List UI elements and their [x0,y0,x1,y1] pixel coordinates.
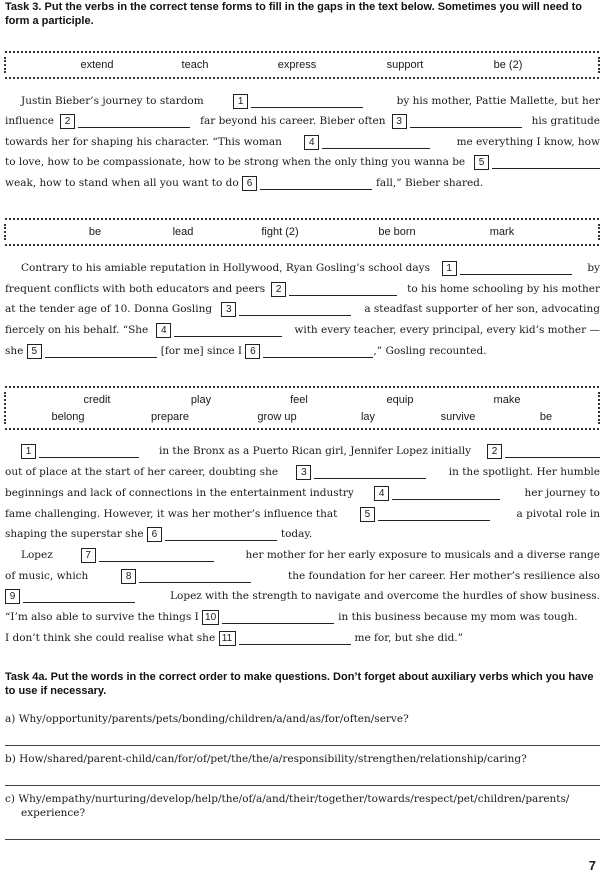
gap-blank[interactable] [39,445,139,458]
text-line: “I’m also able to survive the things I 10 in this business because my mom was tough. [5,611,578,623]
text-line: frequent conflicts with both educators and peers 2 to his home schooling by his mother [5,283,600,295]
word-box-item: prepare [151,411,189,423]
text-line: Lopez 7 her mother for her early exposure to musicals and a diverse range [21,549,600,561]
word-box-item: express [277,59,317,71]
word-box-item: play [190,394,212,406]
gap-number: 5 [360,507,375,522]
word-box-item: make [493,394,521,406]
gap-blank[interactable] [505,445,600,458]
gap-number: 5 [27,344,42,359]
gap-blank[interactable] [139,570,251,583]
answer-line-a[interactable] [5,745,600,746]
gap-blank[interactable] [314,466,426,479]
text-line: I don’t think she could realise what she 11 me for, but she did.” [5,632,464,644]
word-box-item: feel [290,394,308,406]
gap-number: 9 [5,589,20,604]
text-line: towards her for shaping his character. “This woman 4 me everything I know, how [5,136,600,148]
word-box-item: extend [80,59,114,71]
text-line: fame challenging. However, it was her mother’s influence that 5 a pivotal role in [5,508,600,520]
word-box-item: be [88,226,102,238]
word-box-item: mark [489,226,515,238]
question-b: b) How/shared/parent-child/can/for/of/pet/the/the/a/responsibility/strengthen/relationship/caring? [5,753,527,765]
word-box-item: lay [360,411,376,423]
text-line: weak, how to stand when all you want to do 6 fall,” Bieber shared. [5,177,484,189]
question-c-continued: experience? [21,807,86,819]
text-line: of music, which 8 the foundation for her career. Her mother’s resilience also [5,570,600,582]
text-line: Justin Bieber’s journey to stardom 1 by his mother, Pattie Mallette, but her [21,95,600,107]
gap-number: 4 [304,135,319,150]
word-box-item: survive [440,411,476,423]
word-box-2 [5,218,599,246]
text-line: at the tender age of 10. Donna Gosling 3 a steadfast supporter of her son, advocating [5,303,600,315]
word-box-item: be [539,411,553,423]
text-line: influence 2 far beyond his career. Bieber often 3 his gratitude [5,115,600,127]
gap-number: 6 [245,344,260,359]
gap-number: 1 [442,261,457,276]
gap-blank[interactable] [289,283,397,296]
word-box-item: be (2) [493,59,523,71]
word-box-item: support [386,59,424,71]
gap-blank[interactable] [239,303,351,316]
word-box-item: belong [51,411,85,423]
gap-number: 1 [21,444,36,459]
gap-blank[interactable] [378,508,490,521]
task4a-heading: Task 4a. Put the words in the correct order to make questions. Don’t forget about auxiliary verbs which you have to use if necessary. [5,671,594,697]
gap-number: 3 [296,465,311,480]
word-box-item: lead [172,226,194,238]
gap-blank[interactable] [263,345,373,358]
word-box-item: fight (2) [261,226,299,238]
text-line: to love, how to be compassionate, how to be strong when the only thing you wanna be 5 [5,152,600,172]
text-line: she 5 [for me] since I 6 ,” Gosling recounted. [5,345,487,357]
word-box-item: grow up [257,411,297,423]
page-number: 7 [588,858,596,873]
gap-blank[interactable] [392,487,500,500]
word-box-item: equip [386,394,414,406]
gap-number: 4 [156,323,171,338]
gap-number: 1 [233,94,248,109]
gap-number: 11 [219,631,236,646]
gap-blank[interactable] [45,345,157,358]
gap-number: 2 [271,282,286,297]
gap-number: 7 [81,548,96,563]
answer-line-c[interactable] [5,839,600,840]
text-line: 1 in the Bronx as a Puerto Rican girl, Jennifer Lopez initially 2 [21,441,600,461]
gap-blank[interactable] [410,115,522,128]
answer-line-b[interactable] [5,785,600,786]
word-box-item: be born [378,226,416,238]
word-box-1 [5,51,599,79]
word-box-3 [5,386,599,430]
gap-blank[interactable] [165,528,277,541]
gap-blank[interactable] [239,632,351,645]
text-line: fiercely on his behalf. “She 4 with every teacher, every principal, every kid’s mother — [5,324,600,336]
gap-blank[interactable] [174,324,282,337]
gap-blank[interactable] [260,177,372,190]
gap-number: 2 [60,114,75,129]
question-c: c) Why/empathy/nurturing/develop/help/the/of/a/and/their/together/towards/respect/pet/children/parents/ [5,793,570,805]
gap-blank[interactable] [99,549,214,562]
word-box-item: credit [83,394,111,406]
task3-heading: Task 3. Put the verbs in the correct tense forms to fill in the gaps in the text below. Sometimes you will need to form a participle. [5,1,583,27]
question-a: a) Why/opportunity/parents/pets/bonding/children/a/and/as/for/often/serve? [5,713,409,725]
text-line: beginnings and lack of connections in the entertainment industry 4 her journey to [5,487,600,499]
gap-blank[interactable] [222,611,334,624]
gap-blank[interactable] [78,115,190,128]
gap-number: 2 [487,444,502,459]
text-line: shaping the superstar she 6 today. [5,528,313,540]
gap-number: 4 [374,486,389,501]
gap-blank[interactable] [322,136,430,149]
gap-number: 8 [121,569,136,584]
gap-number: 3 [392,114,407,129]
text-line: out of place at the start of her career, doubting she 3 in the spotlight. Her humble [5,466,600,478]
word-box-item: teach [181,59,209,71]
text-line: 9 Lopez with the strength to navigate and overcome the hurdles of show business. [5,586,600,606]
gap-blank[interactable] [460,262,572,275]
gap-number: 6 [147,527,162,542]
text-line: Contrary to his amiable reputation in Hollywood, Ryan Gosling’s school days 1 by [21,262,600,274]
gap-number: 6 [242,176,257,191]
gap-blank[interactable] [23,590,135,603]
gap-number: 3 [221,302,236,317]
gap-number: 5 [474,155,489,170]
gap-number: 10 [202,610,219,625]
gap-blank[interactable] [251,95,363,108]
gap-blank[interactable] [492,156,600,169]
